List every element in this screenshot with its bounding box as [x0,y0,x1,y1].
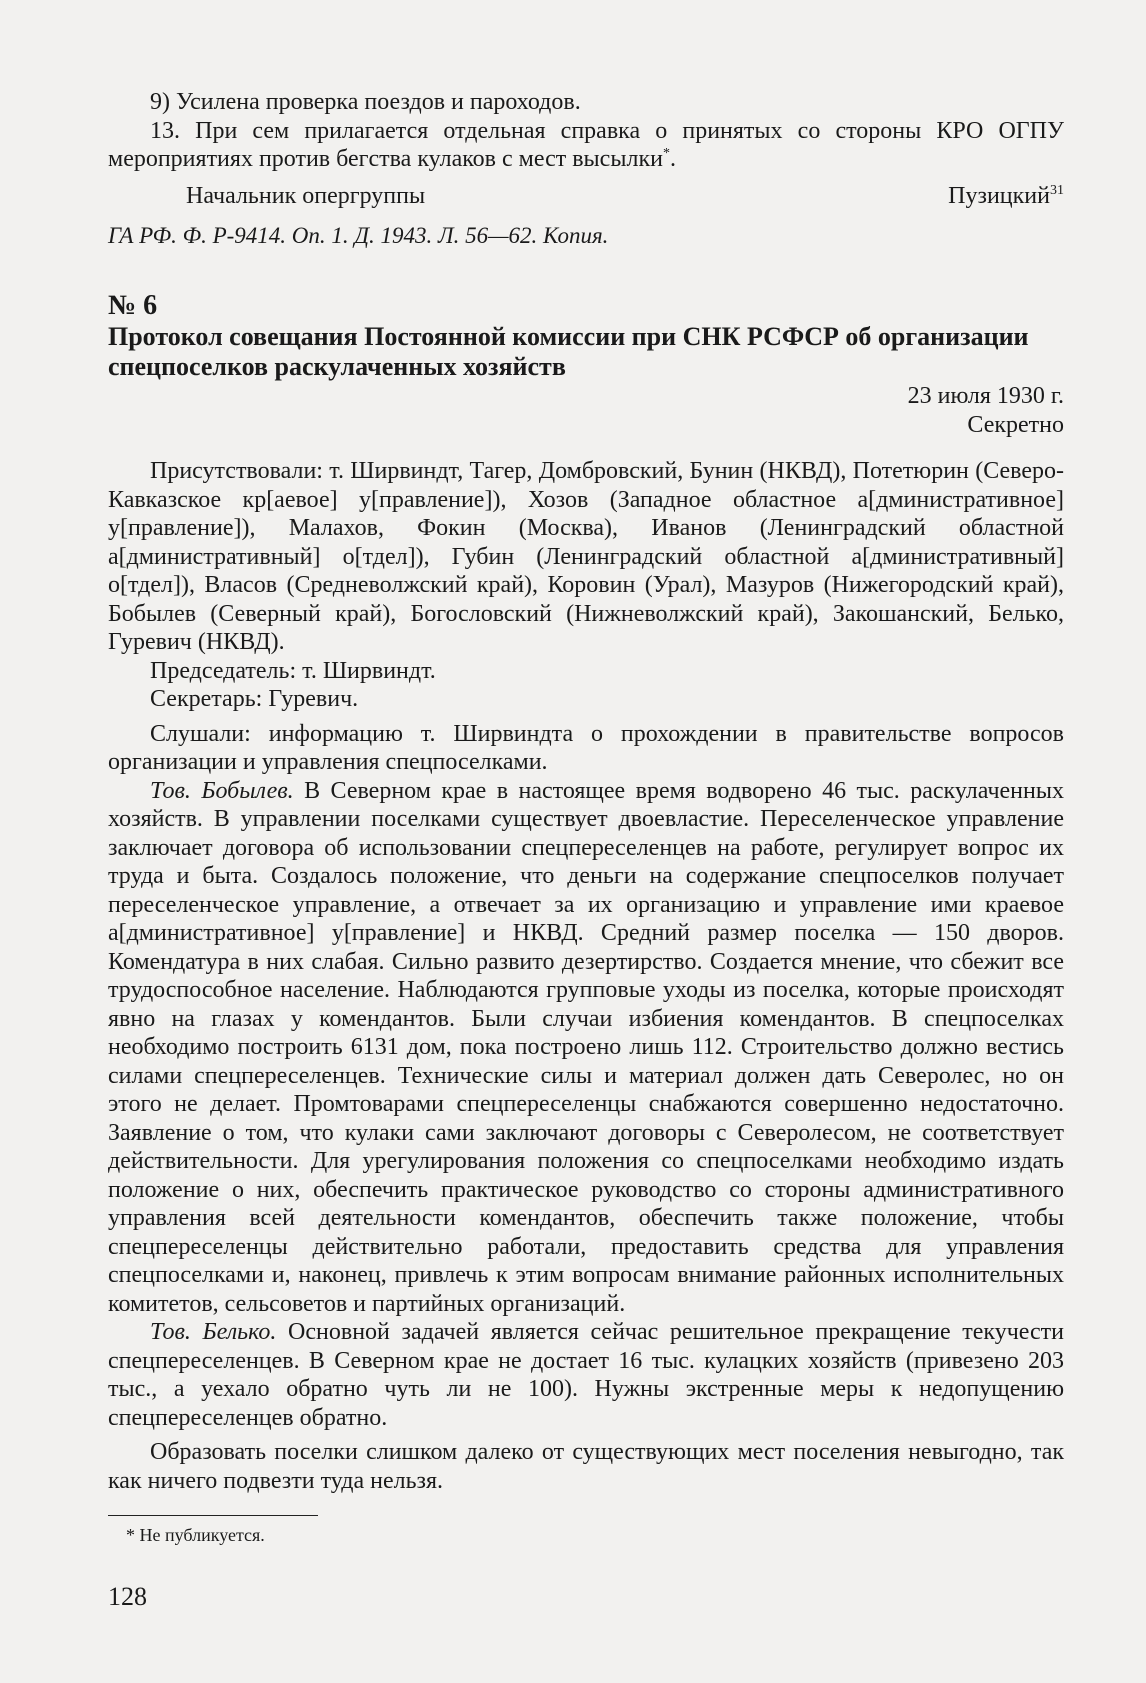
chairman-line: Председатель: т. Ширвиндт. [150,657,436,684]
secretary-line: Секретарь: Гуревич. [150,686,359,712]
footnote: * Не публикуется. [126,1525,265,1545]
signature-position: Начальник опергруппы [186,182,426,209]
speaker-belko: Тов. Белько. [150,1319,277,1345]
signature-line [108,182,1064,211]
footnote-marker: * [662,146,670,161]
attendees-paragraph: Присутствовали: т. Ширвиндт, Тагер, Домбровский, Бунин (НКВД), Потетюрин (Северо-Кавказское кр[аевое] у[правление]), Хозов (Западное областное а[дминистративное] у[правление]), Малахов, Фокин (Москва), Иванов (Ленинградский областной а[дминистративный] о[тдел]), Губин (Ленинградский областной а[дминистративный] о[тдел]), Власов (Средневолжский край), Коровин (Урал), Мазуров (Нижегородский край), Бобылев (Северный край), Богословский (Нижневолжский край), Закошанский, Белько, Гуревич (НКВД). [108,458,1064,655]
footnote-divider [108,1515,318,1516]
speech-bobylev-text: В Северном крае в настоящее время водворено 46 тыс. раскулаченных хозяйств. В управлении поселками существует двоевластие. Переселенческое управление заключает договора об использовании спецпереселенцев на работе, регулирует вопрос их труда и быта. Создалось положение, что деньги на содержание спецпоселков получает переселенческое управление, а отвечает за их организацию и управление ими краевое а[дминистративное] у[правление] и НКВД. Средний размер поселка — 150 дворов. Комендатура в них слабая. Сильно развито дезертирство. Создается мнение, что сбежит все трудоспособное население. Наблюдаются групповые уходы из поселка, которые происходят явно на глазах у комендантов. Были случаи избиения комендантов. В спецпоселках необходимо построить 6131 дом, пока построено лишь 112. Строительство должно вестись силами спецпереселенцев. Технические силы и материал должен дать Северолес, но он этого не делает. Промтоварами спецпереселенцы снабжаются совершенно недостаточно. Заявление о том, что кулаки сами заключают договоры с Северолесом, не соответствует действительности. Для урегулирования положения со спецпоселками необходимо издать положение о них, обеспечить практическое руководство со стороны административного управления всей деятельности комендантов, обеспечить также положение, чтобы спецпереселенцы действительно работали, предоставить средства для управления спецпоселками и, наконец, привлечь к этим вопросам внимание районных исполнительных комитетов, сельсоветов и партийных организаций. [108,777,1064,1317]
page-number: 128 [108,1582,147,1611]
speech-bobylev [108,777,1064,1319]
archive-source: ГА РФ. Ф. Р-9414. Оп. 1. Д. 1943. Л. 56—62. Копия. [108,223,609,248]
classification-mark: Секретно [967,411,1064,438]
signature-name-wrap [948,182,1064,211]
document-date: 23 июля 1930 г. [907,383,1064,409]
speech-belko [108,1318,1064,1432]
signature-name: Пузицкий [948,182,1050,209]
document-number: № 6 [108,290,158,321]
heard-paragraph: Слушали: информацию т. Ширвиндта о прохождении в правительстве вопросов организации и управления спецпоселками. [108,720,1064,775]
attachment-paragraph: 13. При сем прилагается отдельная справка о принятых со стороны КРО ОГПУ мероприятиях против бегства кулаков с мест высылки*. [108,117,1064,172]
attachment-text: 13. При сем прилагается отдельная справка о принятых со стороны КРО ОГПУ мероприятиях против бегства кулаков с мест высылки [108,117,1064,172]
speech-belko-text: Основной задачей является сейчас решительное прекращение текучести спецпереселенцев. В Северном крае не достает 16 тыс. кулацких хозяйств (привезено 203 тыс., а уехало обратно чуть ли не 100). Нужны экстренные меры к недопущению спецпереселенцев обратно. [108,1319,1064,1431]
document-title: Протокол совещания Постоянной комиссии при СНК РСФСР об организации спецпоселков раскулаченных хозяйств [108,322,1029,381]
closing-paragraph: Образовать поселки слишком далеко от существующих мест поселения невыгодно, так как ничего подвезти туда нельзя. [108,1439,1064,1494]
signature-note-number: 31 [1050,182,1064,198]
speaker-bobylev: Тов. Бобылев. [150,777,294,804]
list-item-9: 9) Усилена проверка поездов и пароходов. [150,89,581,115]
